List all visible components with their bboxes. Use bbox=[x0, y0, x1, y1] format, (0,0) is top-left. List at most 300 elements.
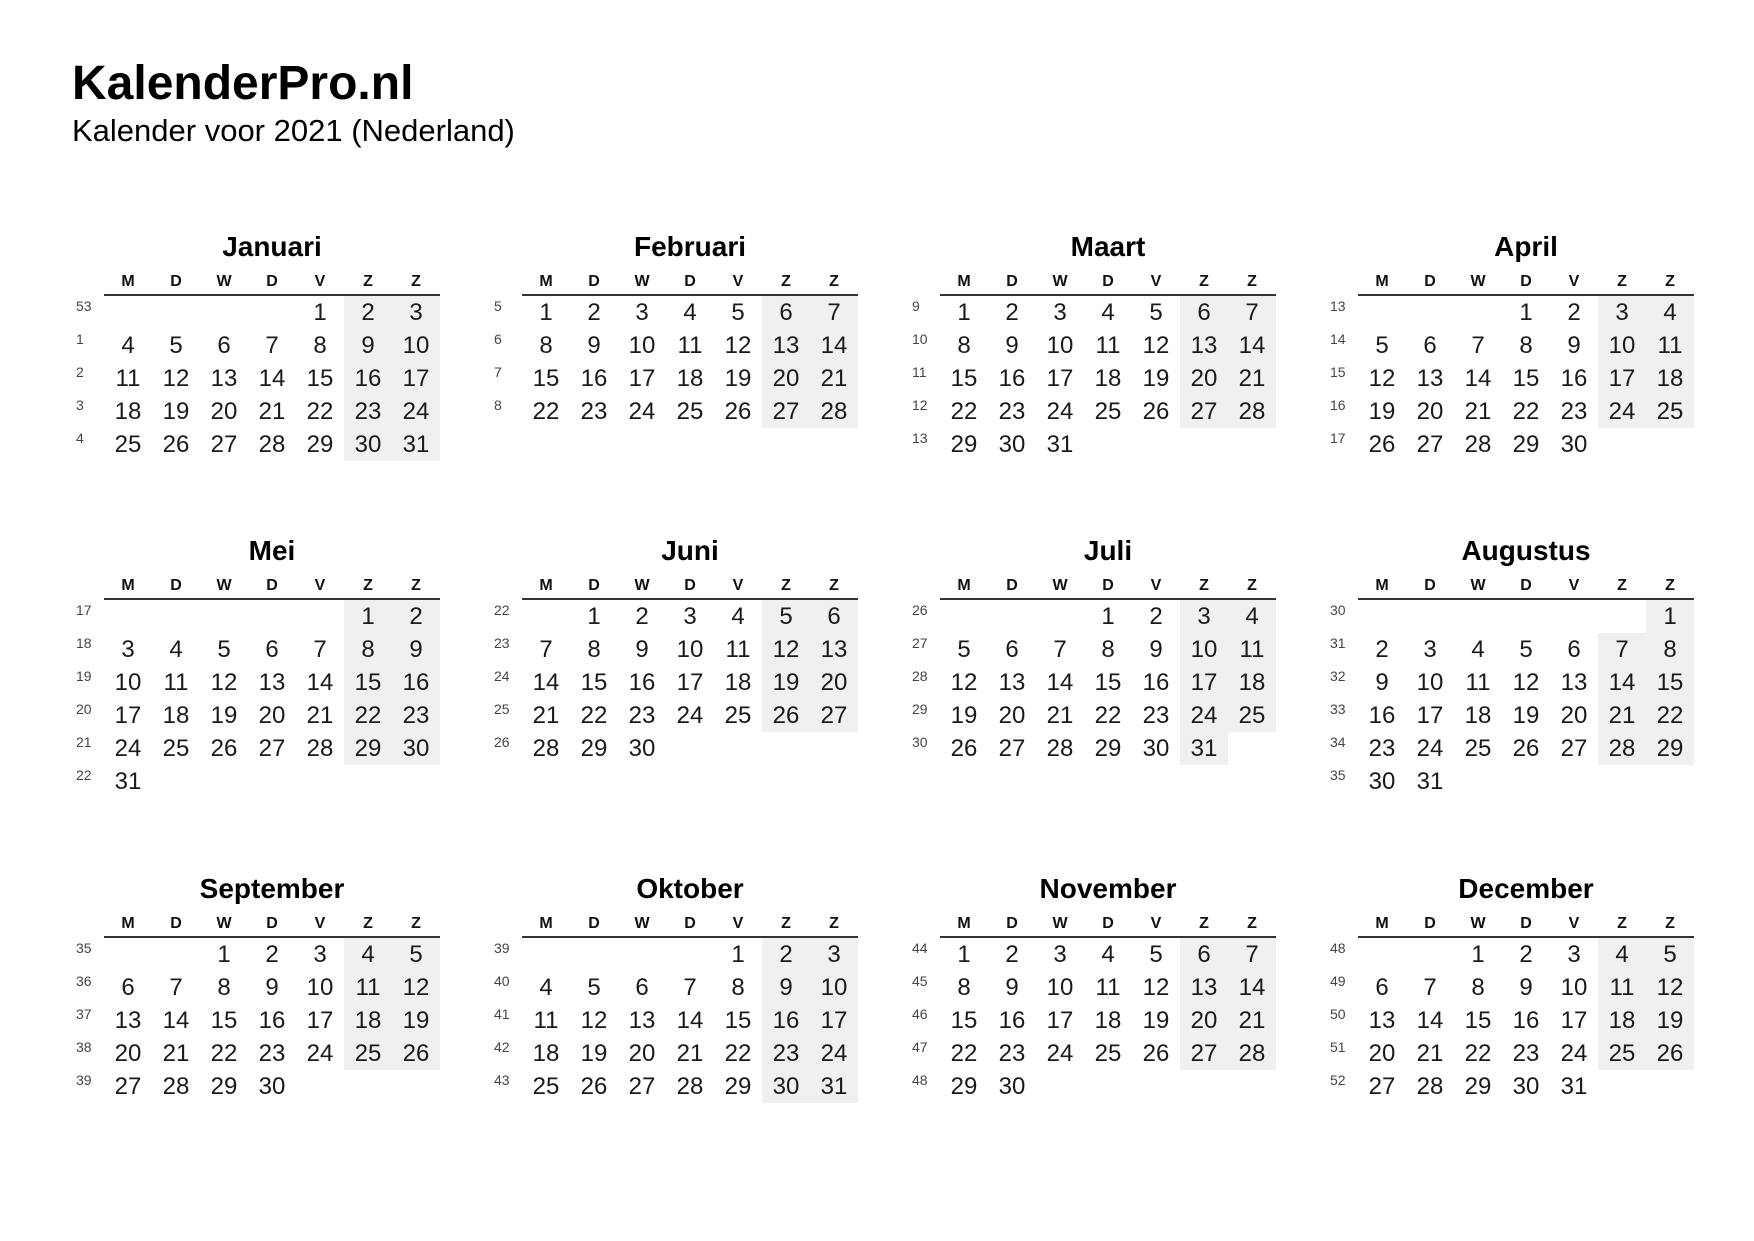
weekday-header bbox=[522, 272, 858, 296]
week-row bbox=[1326, 971, 1702, 1004]
empty-day-cell bbox=[1454, 600, 1502, 633]
day-cell: 2 bbox=[635, 603, 649, 630]
day-cell: 3 bbox=[1598, 296, 1646, 329]
day-cell: 2 bbox=[344, 296, 392, 329]
week-number: 41 bbox=[494, 1006, 510, 1022]
day-cell: 9 bbox=[1005, 974, 1019, 1001]
day-cell: 23 bbox=[258, 1040, 286, 1067]
day-cell: 23 bbox=[1560, 398, 1588, 425]
empty-day-cell bbox=[1228, 428, 1276, 461]
day-cell: 2 bbox=[265, 941, 279, 968]
day-cell: 21 bbox=[676, 1040, 704, 1067]
week-number: 24 bbox=[494, 668, 510, 684]
month-title: Augustus bbox=[1461, 535, 1591, 566]
day-cell: 30 bbox=[998, 431, 1026, 458]
weekday-label: M bbox=[539, 577, 553, 594]
month-juni bbox=[490, 534, 866, 834]
weekday-label: D bbox=[1424, 915, 1436, 932]
weekday-label: Z bbox=[1617, 273, 1627, 290]
day-cell: 30 bbox=[1368, 768, 1396, 795]
empty-day-cell bbox=[1358, 296, 1406, 329]
day-cell: 1 bbox=[313, 299, 327, 326]
week-row bbox=[908, 362, 1284, 395]
day-cell: 15 bbox=[1512, 365, 1540, 392]
day-cell: 28 bbox=[1228, 1037, 1276, 1070]
day-cell: 6 bbox=[1423, 332, 1437, 359]
day-cell: 21 bbox=[810, 362, 858, 395]
month-title: September bbox=[199, 873, 345, 904]
day-cell: 9 bbox=[1375, 669, 1389, 696]
month-oktober bbox=[490, 872, 866, 1172]
day-cell: 4 bbox=[683, 299, 697, 326]
day-cell: 31 bbox=[392, 428, 440, 461]
day-cell: 11 bbox=[533, 1007, 559, 1034]
month-title: Maart bbox=[1070, 231, 1146, 262]
week-row bbox=[490, 1070, 866, 1103]
week-row bbox=[490, 971, 866, 1004]
day-cell: 31 bbox=[1180, 732, 1228, 765]
weekday-label: Z bbox=[1665, 915, 1675, 932]
day-cell: 26 bbox=[392, 1037, 440, 1070]
day-cell: 20 bbox=[258, 702, 286, 729]
day-cell: 13 bbox=[1180, 971, 1228, 1004]
week-number: 49 bbox=[1330, 973, 1346, 989]
day-cell: 6 bbox=[217, 332, 231, 359]
week-number: 17 bbox=[1330, 430, 1346, 446]
week-number: 22 bbox=[494, 602, 510, 618]
week-number: 26 bbox=[494, 734, 510, 750]
week-row bbox=[72, 732, 448, 765]
day-cell: 3 bbox=[1567, 941, 1581, 968]
day-cell: 5 bbox=[731, 299, 745, 326]
day-cell: 7 bbox=[169, 974, 183, 1001]
day-cell: 1 bbox=[1519, 299, 1533, 326]
weekday-header bbox=[522, 576, 858, 600]
day-cell: 14 bbox=[1228, 329, 1276, 362]
weekday-header bbox=[1358, 576, 1694, 600]
page-subtitle: Kalender voor 2021 (Nederland) bbox=[72, 113, 515, 148]
day-cell: 8 bbox=[1471, 974, 1485, 1001]
day-cell: 19 bbox=[162, 398, 190, 425]
day-cell: 18 bbox=[1228, 666, 1276, 699]
empty-day-cell bbox=[1084, 1070, 1132, 1103]
week-row bbox=[908, 938, 1284, 971]
empty-day-cell bbox=[104, 600, 152, 633]
day-cell: 19 bbox=[210, 702, 238, 729]
day-cell: 11 bbox=[677, 332, 703, 359]
day-cell: 7 bbox=[1228, 296, 1276, 329]
day-cell: 28 bbox=[532, 735, 560, 762]
day-cell: 8 bbox=[587, 636, 601, 663]
day-cell: 23 bbox=[998, 1040, 1026, 1067]
empty-day-cell bbox=[1454, 296, 1502, 329]
day-cell: 20 bbox=[1416, 398, 1444, 425]
week-row bbox=[490, 296, 866, 329]
week-row bbox=[908, 296, 1284, 329]
week-row bbox=[72, 699, 448, 732]
day-cell: 3 bbox=[635, 299, 649, 326]
day-cell: 10 bbox=[306, 974, 334, 1001]
week-number: 40 bbox=[494, 973, 510, 989]
day-cell: 17 bbox=[676, 669, 704, 696]
day-cell: 9 bbox=[762, 971, 810, 1004]
weekday-label: W bbox=[634, 273, 650, 290]
day-cell: 16 bbox=[258, 1007, 286, 1034]
empty-day-cell bbox=[1598, 428, 1646, 461]
day-cell: 20 bbox=[762, 362, 810, 395]
day-cell: 10 bbox=[1416, 669, 1444, 696]
week-number: 47 bbox=[912, 1039, 928, 1055]
day-cell: 1 bbox=[344, 600, 392, 633]
week-row bbox=[72, 600, 448, 633]
weekday-label: Z bbox=[829, 915, 839, 932]
day-cell: 24 bbox=[114, 735, 142, 762]
month-title: Januari bbox=[222, 231, 322, 262]
day-cell: 6 bbox=[810, 600, 858, 633]
empty-day-cell bbox=[1502, 600, 1550, 633]
day-cell: 25 bbox=[676, 398, 704, 425]
day-cell: 5 bbox=[1149, 299, 1163, 326]
day-cell: 12 bbox=[1512, 669, 1540, 696]
week-row bbox=[72, 395, 448, 428]
day-cell: 22 bbox=[1512, 398, 1540, 425]
day-cell: 1 bbox=[731, 941, 745, 968]
week-number: 15 bbox=[1330, 364, 1346, 380]
weekday-label: D bbox=[684, 577, 696, 594]
weekday-label: V bbox=[1568, 273, 1580, 290]
day-cell: 9 bbox=[1519, 974, 1533, 1001]
day-cell: 7 bbox=[683, 974, 697, 1001]
day-cell: 12 bbox=[1142, 332, 1170, 359]
day-cell: 19 bbox=[1646, 1004, 1694, 1037]
day-cell: 10 bbox=[1180, 633, 1228, 666]
day-cell: 30 bbox=[392, 732, 440, 765]
day-cell: 28 bbox=[676, 1073, 704, 1100]
week-number: 13 bbox=[1330, 298, 1346, 314]
day-cell: 8 bbox=[1101, 636, 1115, 663]
day-cell: 3 bbox=[392, 296, 440, 329]
day-cell: 12 bbox=[162, 365, 190, 392]
weekday-header bbox=[940, 576, 1276, 600]
week-row bbox=[72, 938, 448, 971]
empty-day-cell bbox=[248, 296, 296, 329]
day-cell: 29 bbox=[1646, 732, 1694, 765]
week-row bbox=[72, 329, 448, 362]
day-cell: 12 bbox=[210, 669, 238, 696]
day-cell: 17 bbox=[306, 1007, 334, 1034]
weeks bbox=[1326, 296, 1702, 461]
day-cell: 20 bbox=[114, 1040, 142, 1067]
day-cell: 28 bbox=[1464, 431, 1492, 458]
day-cell: 3 bbox=[1053, 941, 1067, 968]
weekday-label: Z bbox=[363, 915, 373, 932]
day-cell: 2 bbox=[392, 600, 440, 633]
day-cell: 25 bbox=[1598, 1037, 1646, 1070]
day-cell: 3 bbox=[1423, 636, 1437, 663]
week-number: 27 bbox=[912, 635, 928, 651]
day-cell: 22 bbox=[580, 702, 608, 729]
day-cell: 9 bbox=[587, 332, 601, 359]
day-cell: 21 bbox=[1464, 398, 1492, 425]
day-cell: 12 bbox=[950, 669, 978, 696]
weekday-label: Z bbox=[1199, 915, 1209, 932]
day-cell: 15 bbox=[210, 1007, 238, 1034]
week-row bbox=[908, 329, 1284, 362]
day-cell: 27 bbox=[114, 1073, 142, 1100]
day-cell: 25 bbox=[532, 1073, 560, 1100]
day-cell: 8 bbox=[344, 633, 392, 666]
week-row bbox=[72, 1004, 448, 1037]
day-cell: 1 bbox=[587, 603, 601, 630]
day-cell: 28 bbox=[1416, 1073, 1444, 1100]
day-cell: 16 bbox=[1142, 669, 1170, 696]
day-cell: 25 bbox=[1228, 699, 1276, 732]
empty-day-cell bbox=[152, 296, 200, 329]
week-number: 43 bbox=[494, 1072, 510, 1088]
day-cell: 25 bbox=[1094, 398, 1122, 425]
empty-day-cell bbox=[1406, 938, 1454, 971]
day-cell: 1 bbox=[1471, 941, 1485, 968]
weekday-header bbox=[940, 914, 1276, 938]
day-cell: 6 bbox=[1180, 296, 1228, 329]
day-cell: 17 bbox=[1180, 666, 1228, 699]
day-cell: 5 bbox=[217, 636, 231, 663]
day-cell: 3 bbox=[121, 636, 135, 663]
day-cell: 27 bbox=[1560, 735, 1588, 762]
week-number: 32 bbox=[1330, 668, 1346, 684]
day-cell: 6 bbox=[762, 296, 810, 329]
day-cell: 9 bbox=[1567, 332, 1581, 359]
week-row bbox=[490, 1004, 866, 1037]
empty-day-cell bbox=[1132, 1070, 1180, 1103]
day-cell: 13 bbox=[1180, 329, 1228, 362]
day-cell: 6 bbox=[635, 974, 649, 1001]
day-cell: 19 bbox=[762, 666, 810, 699]
empty-day-cell bbox=[714, 732, 762, 765]
day-cell: 4 bbox=[731, 603, 745, 630]
day-cell: 21 bbox=[306, 702, 334, 729]
day-cell: 27 bbox=[628, 1073, 656, 1100]
month-juli bbox=[908, 534, 1284, 834]
day-cell: 28 bbox=[306, 735, 334, 762]
week-row bbox=[72, 1070, 448, 1103]
weekday-label: D bbox=[1520, 915, 1532, 932]
day-cell: 7 bbox=[810, 296, 858, 329]
week-number: 22 bbox=[76, 767, 92, 783]
weeks bbox=[72, 600, 448, 798]
month-augustus bbox=[1326, 534, 1702, 834]
day-cell: 1 bbox=[217, 941, 231, 968]
day-cell: 21 bbox=[1416, 1040, 1444, 1067]
day-cell: 29 bbox=[344, 732, 392, 765]
weekday-label: M bbox=[539, 915, 553, 932]
week-number: 7 bbox=[494, 364, 502, 380]
week-row bbox=[72, 666, 448, 699]
day-cell: 23 bbox=[1368, 735, 1396, 762]
week-row bbox=[1326, 765, 1702, 798]
weekday-label: M bbox=[1375, 577, 1389, 594]
day-cell: 30 bbox=[1142, 735, 1170, 762]
weekday-label: M bbox=[121, 273, 135, 290]
week-number: 20 bbox=[76, 701, 92, 717]
day-cell: 23 bbox=[1512, 1040, 1540, 1067]
week-number: 45 bbox=[912, 973, 928, 989]
day-cell: 19 bbox=[1142, 1007, 1170, 1034]
week-row bbox=[490, 329, 866, 362]
week-number: 35 bbox=[76, 940, 92, 956]
empty-day-cell bbox=[296, 1070, 344, 1103]
week-number: 5 bbox=[494, 298, 502, 314]
empty-day-cell bbox=[104, 296, 152, 329]
day-cell: 26 bbox=[1646, 1037, 1694, 1070]
day-cell: 5 bbox=[1519, 636, 1533, 663]
weekday-label: D bbox=[588, 915, 600, 932]
week-row bbox=[1326, 938, 1702, 971]
day-cell: 23 bbox=[762, 1037, 810, 1070]
day-cell: 6 bbox=[1005, 636, 1019, 663]
day-cell: 20 bbox=[628, 1040, 656, 1067]
week-number: 35 bbox=[1330, 767, 1346, 783]
empty-day-cell bbox=[200, 296, 248, 329]
day-cell: 2 bbox=[1519, 941, 1533, 968]
weekday-label: D bbox=[1102, 273, 1114, 290]
week-row bbox=[908, 1037, 1284, 1070]
day-cell: 15 bbox=[344, 666, 392, 699]
week-number: 3 bbox=[76, 397, 84, 413]
day-cell: 17 bbox=[1046, 365, 1074, 392]
month-september bbox=[72, 872, 448, 1172]
weekday-label: D bbox=[266, 915, 278, 932]
day-cell: 17 bbox=[1598, 362, 1646, 395]
day-cell: 17 bbox=[1560, 1007, 1588, 1034]
week-row bbox=[1326, 428, 1702, 461]
week-number: 44 bbox=[912, 940, 928, 956]
weekday-label: W bbox=[1052, 915, 1068, 932]
day-cell: 26 bbox=[210, 735, 238, 762]
empty-day-cell bbox=[344, 1070, 392, 1103]
weekday-label: V bbox=[1150, 577, 1162, 594]
day-cell: 12 bbox=[1142, 974, 1170, 1001]
day-cell: 27 bbox=[1416, 431, 1444, 458]
day-cell: 4 bbox=[1101, 941, 1115, 968]
week-number: 1 bbox=[76, 331, 84, 347]
day-cell: 11 bbox=[1095, 974, 1121, 1001]
day-cell: 4 bbox=[1101, 299, 1115, 326]
day-cell: 20 bbox=[210, 398, 238, 425]
week-number: 48 bbox=[1330, 940, 1346, 956]
day-cell: 19 bbox=[724, 365, 752, 392]
day-cell: 10 bbox=[676, 636, 704, 663]
day-cell: 7 bbox=[1053, 636, 1067, 663]
empty-day-cell bbox=[248, 765, 296, 798]
day-cell: 27 bbox=[998, 735, 1026, 762]
day-cell: 22 bbox=[210, 1040, 238, 1067]
empty-day-cell bbox=[152, 938, 200, 971]
week-number: 38 bbox=[76, 1039, 92, 1055]
weekday-label: Z bbox=[411, 273, 421, 290]
day-cell: 23 bbox=[344, 395, 392, 428]
day-cell: 26 bbox=[762, 699, 810, 732]
day-cell: 27 bbox=[1368, 1073, 1396, 1100]
week-number: 25 bbox=[494, 701, 510, 717]
day-cell: 10 bbox=[114, 669, 142, 696]
week-row bbox=[908, 1070, 1284, 1103]
day-cell: 20 bbox=[810, 666, 858, 699]
weekday-label: D bbox=[588, 577, 600, 594]
empty-day-cell bbox=[810, 732, 858, 765]
empty-day-cell bbox=[248, 600, 296, 633]
empty-day-cell bbox=[1646, 765, 1694, 798]
day-cell: 1 bbox=[957, 941, 971, 968]
day-cell: 3 bbox=[810, 938, 858, 971]
empty-day-cell bbox=[1406, 600, 1454, 633]
weekday-label: D bbox=[266, 273, 278, 290]
week-number: 29 bbox=[912, 701, 928, 717]
day-cell: 27 bbox=[210, 431, 238, 458]
day-cell: 11 bbox=[1095, 332, 1121, 359]
day-cell: 7 bbox=[1228, 938, 1276, 971]
day-cell: 24 bbox=[1046, 398, 1074, 425]
day-cell: 28 bbox=[1228, 395, 1276, 428]
day-cell: 30 bbox=[1560, 431, 1588, 458]
day-cell: 4 bbox=[1471, 636, 1485, 663]
day-cell: 1 bbox=[1101, 603, 1115, 630]
empty-day-cell bbox=[1454, 765, 1502, 798]
weekday-label: D bbox=[1520, 273, 1532, 290]
day-cell: 14 bbox=[258, 365, 286, 392]
day-cell: 23 bbox=[392, 699, 440, 732]
empty-day-cell bbox=[200, 600, 248, 633]
weekday-label: D bbox=[1424, 273, 1436, 290]
day-cell: 26 bbox=[1142, 1040, 1170, 1067]
weekday-header bbox=[522, 914, 858, 938]
empty-day-cell bbox=[1598, 600, 1646, 633]
week-row bbox=[908, 633, 1284, 666]
weekday-label: W bbox=[216, 273, 232, 290]
weekday-label: V bbox=[1568, 577, 1580, 594]
day-cell: 2 bbox=[762, 938, 810, 971]
day-cell: 14 bbox=[162, 1007, 190, 1034]
week-number: 26 bbox=[912, 602, 928, 618]
weekday-label: V bbox=[732, 577, 744, 594]
day-cell: 10 bbox=[1560, 974, 1588, 1001]
weekday-label: V bbox=[732, 915, 744, 932]
month-maart bbox=[908, 230, 1284, 530]
weeks bbox=[490, 600, 866, 765]
day-cell: 16 bbox=[1512, 1007, 1540, 1034]
day-cell: 9 bbox=[1149, 636, 1163, 663]
weeks bbox=[490, 938, 866, 1103]
day-cell: 19 bbox=[1368, 398, 1396, 425]
day-cell: 12 bbox=[580, 1007, 608, 1034]
month-december bbox=[1326, 872, 1702, 1172]
weekday-label: Z bbox=[1617, 577, 1627, 594]
day-cell: 16 bbox=[998, 1007, 1026, 1034]
week-row bbox=[490, 666, 866, 699]
weekday-label: M bbox=[957, 577, 971, 594]
week-number: 39 bbox=[76, 1072, 92, 1088]
week-number: 23 bbox=[494, 635, 510, 651]
weekday-label: Z bbox=[363, 273, 373, 290]
day-cell: 5 bbox=[1646, 938, 1694, 971]
day-cell: 29 bbox=[1464, 1073, 1492, 1100]
weekday-label: W bbox=[216, 577, 232, 594]
weekday-label: V bbox=[314, 273, 326, 290]
weekday-label: D bbox=[1102, 577, 1114, 594]
weekday-header bbox=[1358, 914, 1694, 938]
day-cell: 31 bbox=[810, 1070, 858, 1103]
day-cell: 13 bbox=[258, 669, 286, 696]
